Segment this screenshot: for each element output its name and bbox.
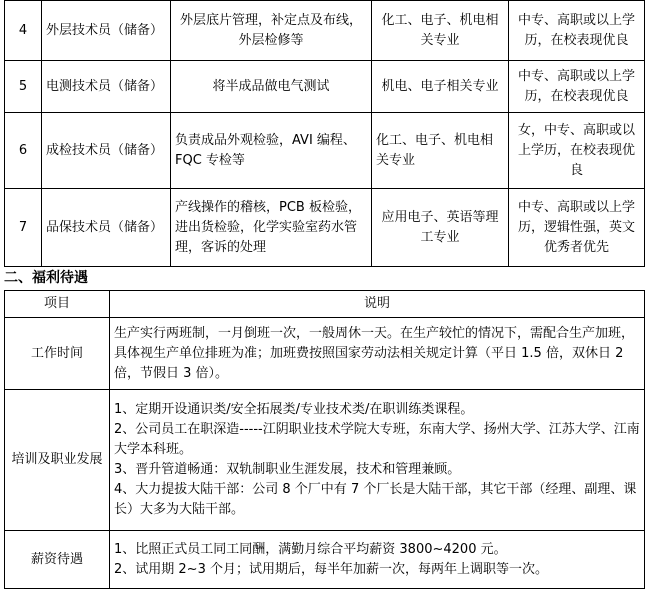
column-header-desc: 说明 <box>110 291 645 318</box>
position-title: 电测技术员（储备） <box>42 61 171 113</box>
position-major: 应用电子、英语等理工专业 <box>372 189 509 267</box>
position-requirement: 中专、高职或以上学历，逻辑性强，英文优秀者优先 <box>509 189 645 267</box>
benefit-desc <box>110 390 645 531</box>
benefit-line: 3、晋升管道畅通：双轨制职业生涯发展，技术和管理兼顾。 <box>114 462 461 477</box>
benefit-line: 生产实行两班制，一月倒班一次，一般周休一天。在生产较忙的情况下，需配合生产加班，具体视生产单位排班为准；加班费按照国家劳动法相关规定计算（平日 1.5 倍，双休日 2 倍，节假日 3 倍）。 <box>114 325 635 381</box>
position-title: 成检技术员（储备） <box>42 113 171 189</box>
position-major: 化工、电子、机电相关专业 <box>372 1 509 61</box>
position-requirement: 中专、高职或以上学历，在校表现优良 <box>509 1 645 61</box>
table-row <box>5 390 645 531</box>
table-row <box>5 189 645 267</box>
table-row <box>5 531 645 589</box>
benefit-line: 2、试用期 2~3 个月；试用期后，每半年加薪一次，每两年上调职等一次。 <box>114 561 548 577</box>
position-duty: 将半成品做电气测试 <box>171 61 372 113</box>
section-title: 二、福利待遇 <box>4 270 88 286</box>
position-no: 5 <box>5 61 42 113</box>
benefit-desc <box>110 531 645 589</box>
position-duty: 负责成品外观检验，AVI 编程、FQC 专检等 <box>171 113 372 189</box>
benefit-desc <box>110 318 645 390</box>
table-row <box>5 113 645 189</box>
position-no: 7 <box>5 189 42 267</box>
benefit-line: 1、定期开设通识类/安全拓展类/专业技术类/在职训练类课程。 <box>114 402 474 417</box>
position-duty: 外层底片管理，补定点及布线，外层检修等 <box>171 1 372 61</box>
table-row <box>5 61 645 113</box>
table-row <box>5 318 645 390</box>
position-title: 品保技术员（储备） <box>42 189 171 267</box>
position-no: 4 <box>5 1 42 61</box>
position-major: 化工、电子、机电相关专业 <box>372 113 509 189</box>
benefit-item: 工作时间 <box>5 318 110 390</box>
position-duty: 产线操作的稽核，PCB 板检验，进出货检验，化学实验室药水管理，客诉的处理 <box>171 189 372 267</box>
benefit-item: 培训及职业发展 <box>5 390 110 531</box>
column-header-item: 项目 <box>5 291 110 318</box>
position-title: 外层技术员（储备） <box>42 1 171 61</box>
position-no: 6 <box>5 113 42 189</box>
benefit-line: 1、比照正式员工同工同酬，满勤月综合平均薪资 3800~4200 元。 <box>114 541 507 557</box>
positions-table <box>4 0 645 267</box>
table-header-row <box>5 291 645 318</box>
position-major: 机电、电子相关专业 <box>372 61 509 113</box>
benefit-line: 2、公司员工在职深造-----江阴职业技术学院大专班，东南大学、扬州大学、江苏大学、江南大学本科班。 <box>114 422 640 457</box>
benefits-table <box>4 290 645 589</box>
position-requirement: 女，中专、高职或以上学历，在校表现优良 <box>509 113 645 189</box>
benefit-line: 4、大力提拔大陆干部：公司 8 个厂中有 7 个厂长是大陆干部，其它干部（经理、副理、课长）大多为大陆干部。 <box>114 482 637 517</box>
table-row <box>5 1 645 61</box>
benefit-item: 薪资待遇 <box>5 531 110 589</box>
position-requirement: 中专、高职或以上学历，在校表现优良 <box>509 61 645 113</box>
